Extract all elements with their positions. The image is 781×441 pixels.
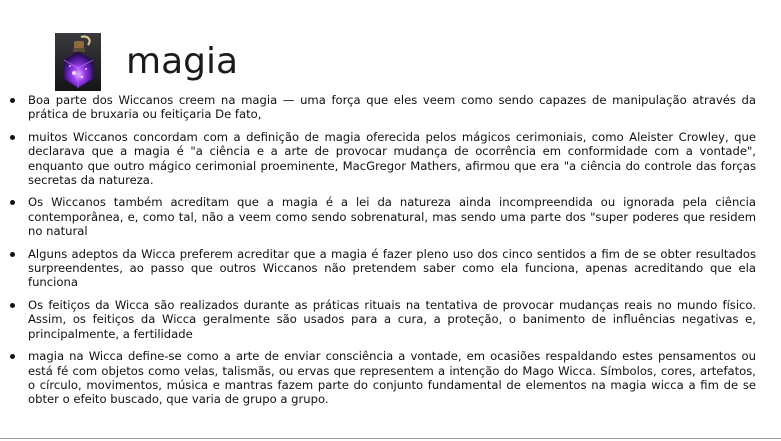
bullet-text: Boa parte dos Wiccanos creem na magia — uma força que eles veem como sendo capazes de manipulação através da prática de bruxaria ou feitiçaria De fato,	[28, 93, 756, 122]
bullet-dot-icon	[10, 252, 15, 257]
bullet-item	[28, 195, 756, 238]
potion-bottle-icon	[55, 33, 101, 91]
bullet-dot-icon	[10, 98, 15, 103]
slide-title: magia	[126, 41, 239, 82]
bullet-text: Alguns adeptos da Wicca preferem acreditar que a magia é fazer pleno uso dos cinco sentidos a fim de se obter resultados surpreendentes, ao passo que outros Wiccanos não pretendem saber como ela funciona, apenas acreditando que ela funciona	[28, 246, 756, 290]
bullet-dot-icon	[10, 135, 15, 140]
bullet-dot-icon	[10, 303, 15, 308]
bullet-text: muitos Wiccanos concordam com a definição de magia oferecida pelos mágicos cerimoniais, como Aleister Crowley, que declarava que a magia é "a ciência e a arte de provocar mudança de ocorrência em conformidade com a vontade", enquanto que outro mágico cerimonial proeminente, MacGregor Mathers, afirmou que era "a ciência do controle das forças secretas da natureza.	[28, 129, 756, 188]
bullet-text: Os feitiços da Wicca são realizados durante as práticas rituais na tentativa de provocar mudanças reais no mundo físico. Assim, os feitiços da Wicca geralmente são usados para a cura, a proteção, o banimento de influências negativas e, principalmente, a fertilidade	[28, 297, 756, 341]
bullet-text: Os Wiccanos também acreditam que a magia é a lei da natureza ainda incompreendida ou ignorada pela ciência contemporânea, e, como tal, não a veem como sendo sobrenatural, mas sendo uma parte dos "super poderes que residem no natural	[28, 195, 756, 239]
bullet-item	[28, 349, 756, 407]
bullet-item	[28, 247, 756, 290]
bullet-dot-icon	[10, 354, 15, 359]
bullet-dot-icon	[10, 200, 15, 205]
bullet-list	[0, 93, 781, 415]
bullet-text: magia na Wicca define-se como a arte de enviar consciência a vontade, em ocasiões respaldando estes pensamentos ou está fé com objetos como velas, talismãs, ou ervas que representem a intenção do Mago Wicca. Símbolos, cores, artefatos, o círculo, movimentos, música e mantras fazem parte do conjunto fundamental de elementos na magia wicca a fim de se obter o efeito buscado, que varia de grupo a grupo.	[28, 349, 756, 407]
bullet-item	[28, 93, 756, 122]
slide-bottom-divider	[0, 438, 781, 439]
bullet-item	[28, 298, 756, 341]
bullet-item	[28, 130, 756, 188]
